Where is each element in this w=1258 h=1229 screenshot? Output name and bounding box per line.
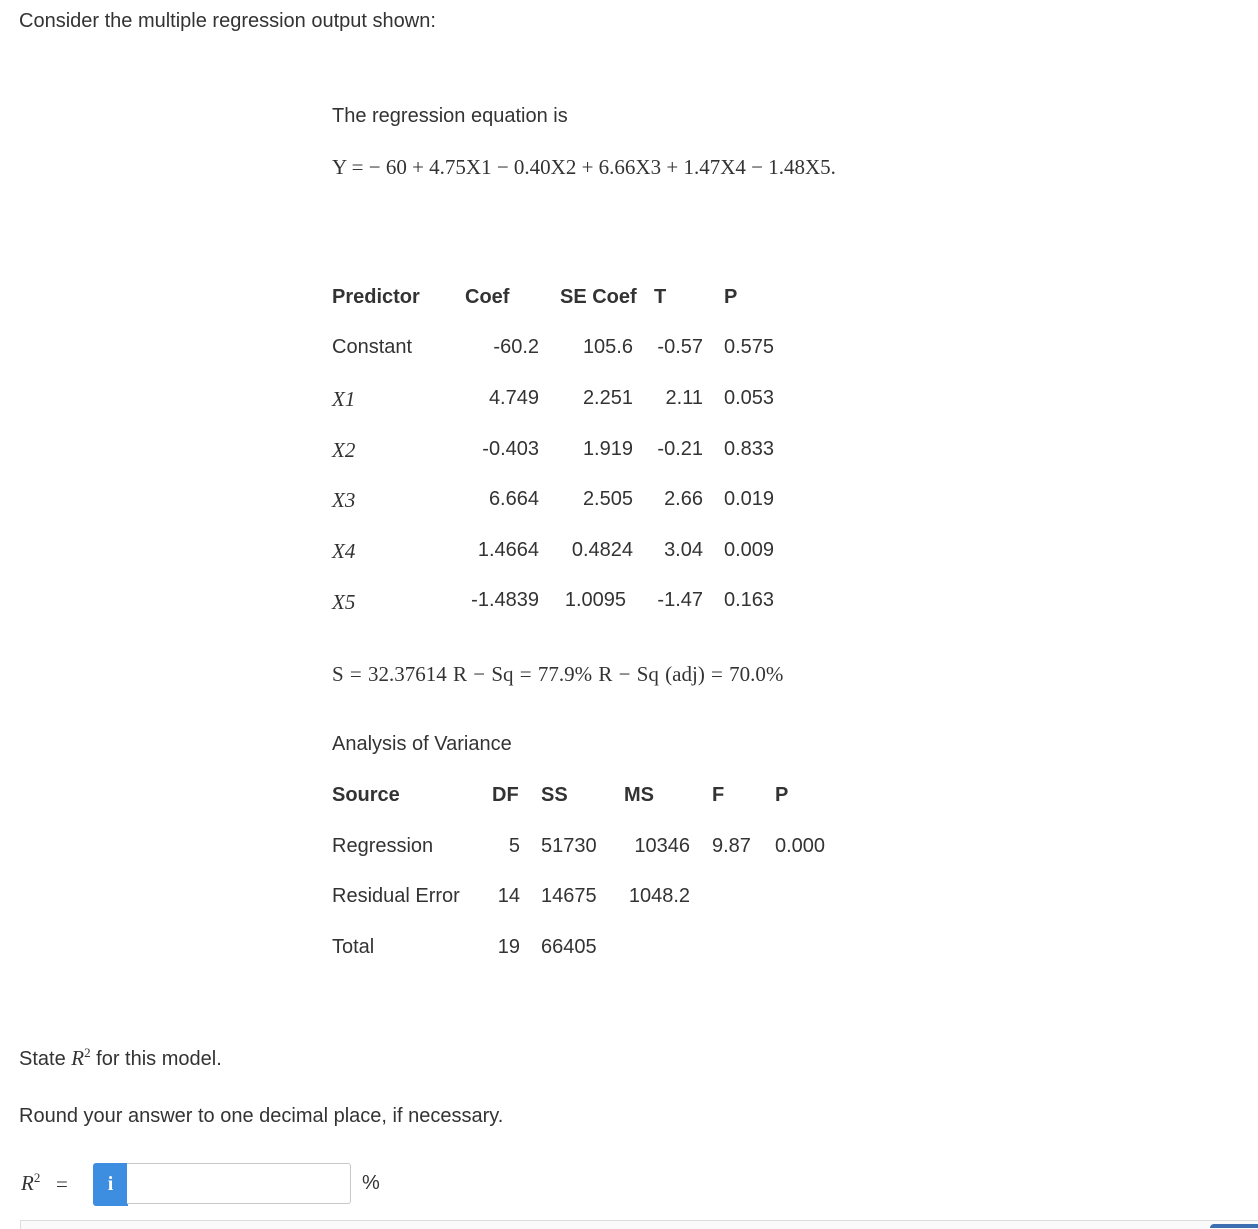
anova-row-source: Regression (332, 835, 434, 857)
coef-row-predictor: X3 (332, 488, 356, 512)
anova-header-ms: MS (624, 784, 654, 806)
coef-row-predictor: X4 (332, 539, 356, 563)
coef-row-t: 2.66 (664, 488, 703, 510)
coef-header-p: P (724, 286, 738, 308)
bottom-action-edge[interactable] (1210, 1224, 1258, 1228)
coef-row-se: 2.251 (582, 387, 633, 409)
equation-heading: The regression equation is (332, 105, 568, 127)
coef-row-p: 0.019 (724, 488, 775, 510)
anova-header-ss: SS (541, 784, 568, 806)
coef-row-se: 1.919 (582, 438, 633, 460)
intro-text: Consider the multiple regression output shown: (19, 10, 436, 32)
coef-row-se: 1.0095 (564, 589, 626, 611)
anova-row-f: 9.87 (712, 835, 751, 857)
coef-header-t: T (654, 286, 667, 308)
question-prefix: State (19, 1048, 66, 1070)
coef-row-t: -0.21 (657, 438, 703, 460)
question-suffix: for this model. (96, 1048, 222, 1070)
coef-row-t: -1.47 (657, 589, 703, 611)
answer-label: $R^2$ (21, 1170, 41, 1195)
anova-row-ss: 66405 (541, 936, 597, 958)
coef-row-p: 0.009 (724, 539, 775, 561)
coef-row-predictor: Constant (332, 336, 413, 358)
anova-header-f: F (712, 784, 725, 806)
coef-row-se: 0.4824 (571, 539, 633, 561)
regression-equation: Y = − 60 + 4.75X1 − 0.40X2 + 6.66X3 + 1.47X4 − 1.48X5. (332, 155, 836, 179)
anova-row-ms: 10346 (634, 835, 690, 857)
coef-row-p: 0.575 (724, 336, 775, 358)
coef-row-coef: -0.403 (482, 438, 539, 460)
coef-header-predictor: Predictor (332, 286, 420, 308)
anova-row-ss: 14675 (541, 885, 597, 907)
coef-row-t: 2.11 (665, 387, 703, 409)
coef-row-coef: 6.664 (488, 488, 539, 510)
coef-row-coef: 1.4664 (477, 539, 539, 561)
anova-title: Analysis of Variance (332, 733, 512, 755)
anova-row-df: 5 (508, 835, 520, 857)
coef-row-p: 0.163 (724, 589, 775, 611)
coef-row-p: 0.833 (724, 438, 775, 460)
coef-row-p: 0.053 (724, 387, 775, 409)
anova-row-ss: 51730 (541, 835, 597, 857)
coef-row-predictor: X1 (332, 387, 356, 411)
anova-row-df: 14 (497, 885, 520, 907)
coef-row-t: 3.04 (664, 539, 703, 561)
info-icon: i (107, 1173, 114, 1195)
coef-row-t: -0.57 (657, 336, 703, 358)
info-button[interactable] (93, 1163, 128, 1206)
answer-input[interactable] (127, 1163, 351, 1204)
fit-stats: S = 32.37614 R − Sq = 77.9% R − Sq (adj) = 70.0% (332, 662, 784, 686)
anova-header-df: DF (492, 784, 519, 806)
round-instruction: Round your answer to one decimal place, if necessary. (19, 1105, 504, 1127)
coef-header-se: SE Coef (560, 286, 637, 308)
anova-header-p: P (775, 784, 789, 806)
anova-row-source: Total (332, 936, 375, 958)
question-text (19, 1045, 222, 1071)
anova-row-ms: 1048.2 (628, 885, 690, 907)
percent-unit: % (362, 1172, 380, 1194)
anova-row-df: 19 (497, 936, 520, 958)
anova-row-p: 0.000 (775, 835, 826, 857)
coef-row-se: 105.6 (582, 336, 633, 358)
anova-row-source: Residual Error (332, 885, 460, 907)
coef-row-coef: -1.4839 (471, 589, 539, 611)
answer-equals: = (56, 1172, 68, 1196)
coef-row-coef: -60.2 (493, 336, 539, 358)
coef-row-se: 2.505 (582, 488, 633, 510)
coef-row-predictor: X2 (332, 438, 356, 462)
coef-row-coef: 4.749 (488, 387, 539, 409)
coef-header-coef: Coef (465, 286, 510, 308)
anova-header-source: Source (332, 784, 400, 806)
question-variable: $R^2$ (71, 1045, 91, 1070)
coef-row-predictor: X5 (332, 590, 356, 614)
